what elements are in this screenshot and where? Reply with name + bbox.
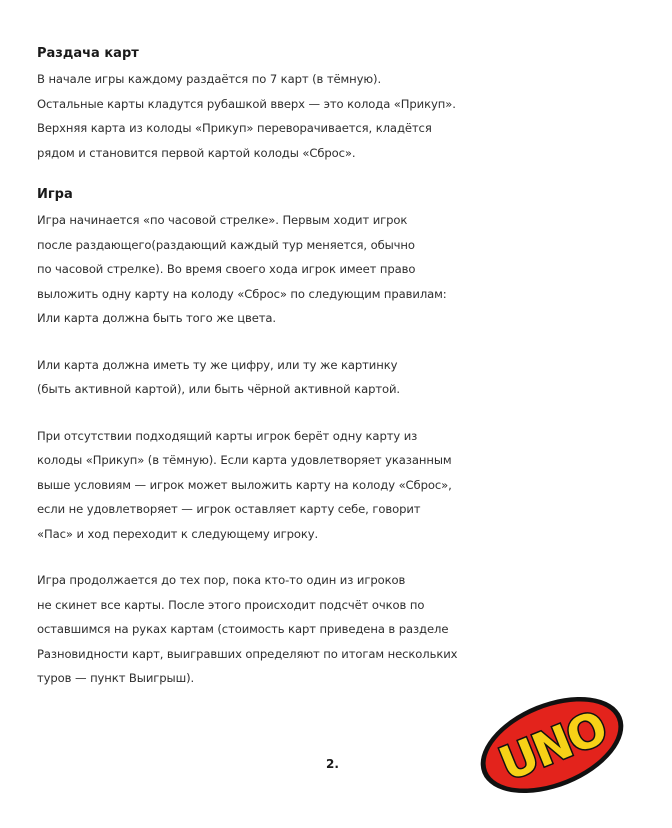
text-line: Игра начинается «по часовой стрелке». Первым ходит игрок <box>37 213 408 227</box>
page-content <box>37 44 647 691</box>
text-line: если не удовлетворяет — игрок оставляет карту себе, говорит <box>37 502 421 516</box>
section-title-game: Игра <box>37 187 73 202</box>
text-line: «Пас» и ход переходит к следующему игроку. <box>37 526 319 541</box>
text-line: Остальные карты кладутся рубашкой вверх — это колода «Прикуп». <box>37 96 456 111</box>
text-line: после раздающего(раздающий каждый тур меняется, обычно <box>37 237 415 252</box>
text-line: выложить одну карту на колоду «Сброс» по следующим правилам: <box>37 286 447 301</box>
text-line: Верхняя карта из колоды «Прикуп» переворачивается, кладётся <box>37 121 432 135</box>
text-line: При отсутствии подходящий карты игрок берёт одну карту из <box>37 428 418 443</box>
text-line: рядом и становится первой картой колоды «Сброс». <box>37 145 356 160</box>
text-line: выше условиям — игрок может выложить карту на колоду «Сброс», <box>37 477 452 492</box>
text-line: не скинет все карты. После этого происходит подсчёт очков по <box>37 597 425 612</box>
text-line: по часовой стрелке). Во время своего хода игрок имеет право <box>37 262 416 276</box>
text-line: В начале игры каждому раздаётся по 7 карт (в тёмную). <box>37 72 382 86</box>
text-line: Или карта должна быть того же цвета. <box>37 311 277 325</box>
text-line: (быть активной картой), или быть чёрной активной картой. <box>37 382 400 396</box>
text-line: Разновидности карт, выигравших определяют по итогам нескольких <box>37 646 458 661</box>
text-line: туров — пункт Выигрыш). <box>37 671 195 685</box>
section-title-dealing: Раздача карт <box>37 46 139 61</box>
uno-logo-text: UNO <box>491 700 614 792</box>
text-line: Или карта должна иметь ту же цифру, или ту же картинку <box>37 357 398 372</box>
page-number: 2. <box>326 757 339 771</box>
text-line: колоды «Прикуп» (в тёмную). Если карта удовлетворяет указанным <box>37 453 452 467</box>
text-line: оставшимся на руках картам (стоимость карт приведена в разделе <box>37 622 449 636</box>
text-line: Игра продолжается до тех пор, пока кто-то один из игроков <box>37 573 406 587</box>
uno-logo-icon <box>474 690 630 800</box>
